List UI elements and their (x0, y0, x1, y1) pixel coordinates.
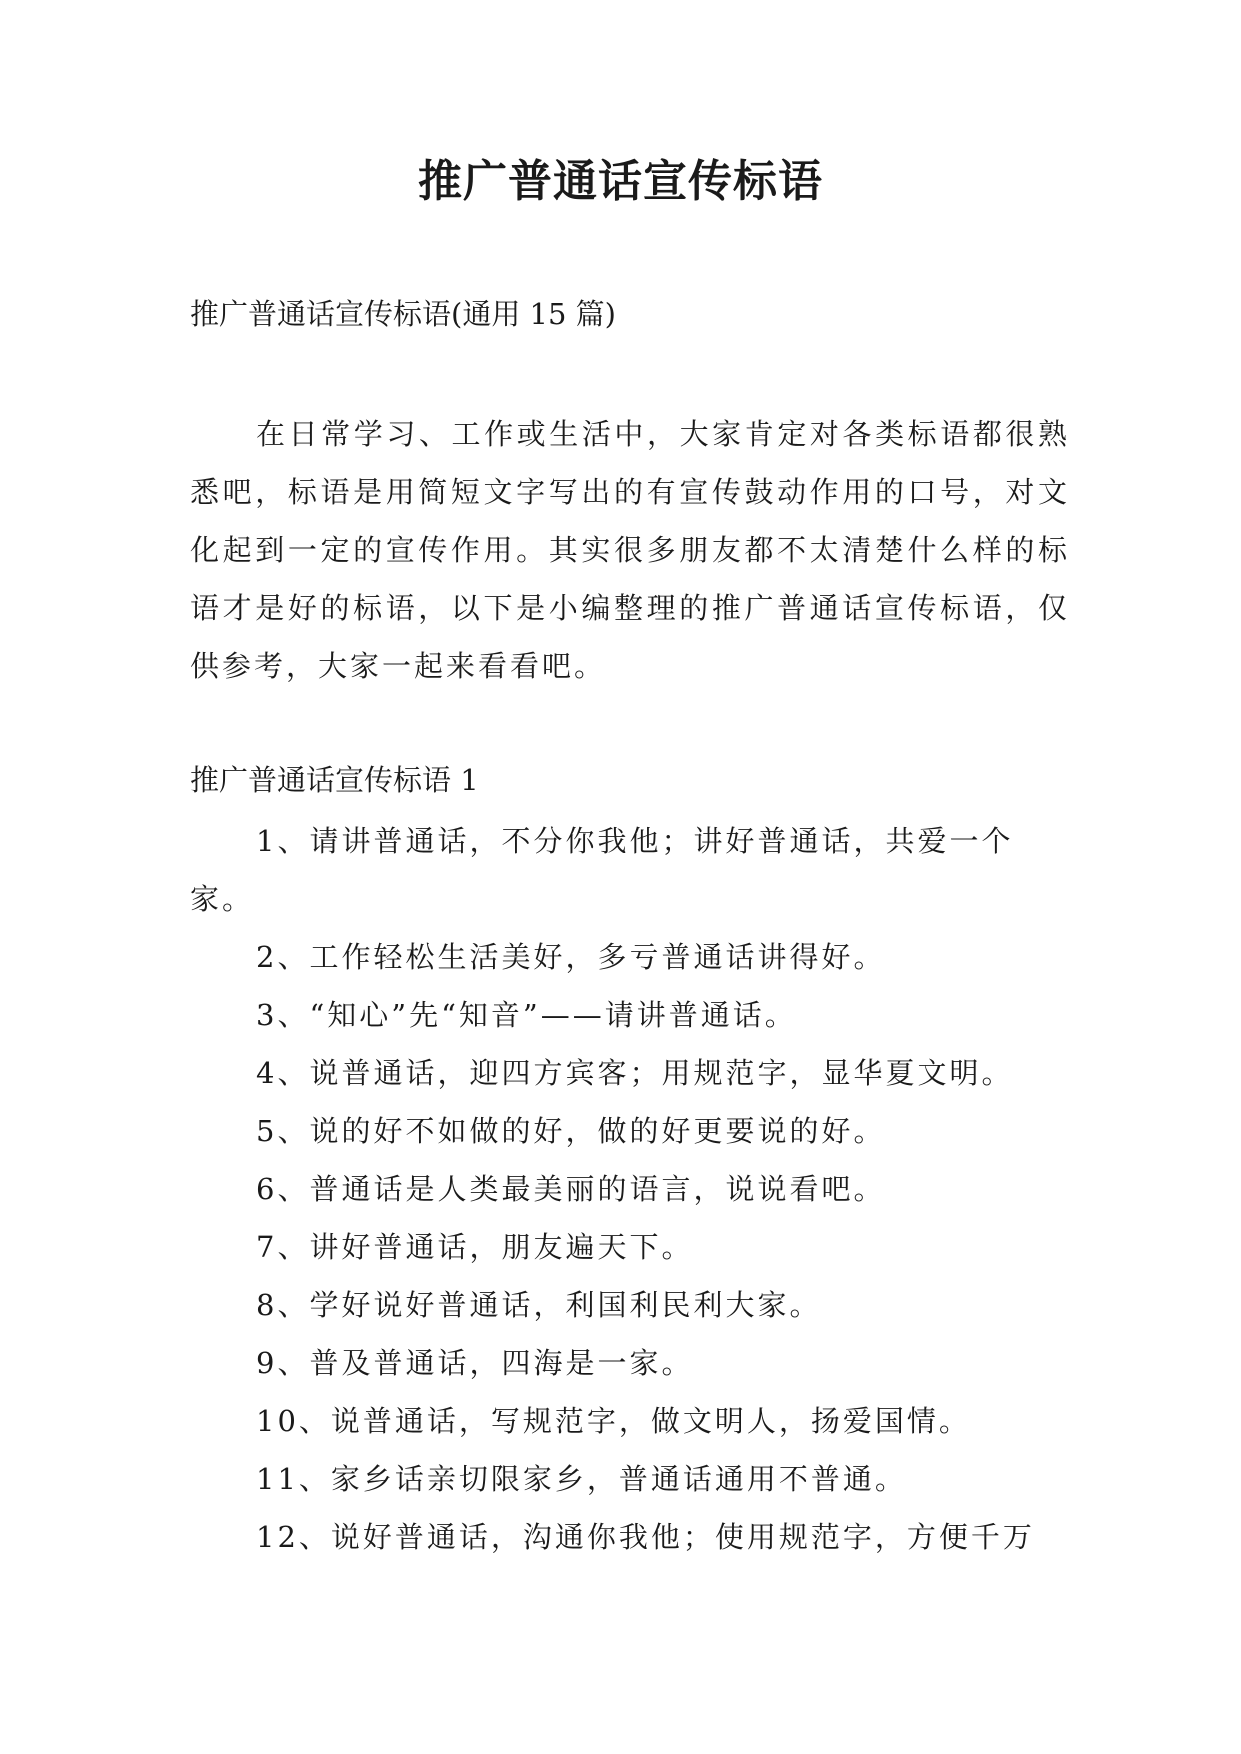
slogan-item: 8、学好说好普通话，利国利民利大家。 (256, 1288, 822, 1322)
slogan-item: 1、请讲普通话，不分你我他；讲好普通话，共爱一个家。 (190, 824, 1014, 916)
slogan-item: 6、普通话是人类最美丽的语言，说说看吧。 (256, 1172, 886, 1206)
document-subtitle: 推广普通话宣传标语(通用 15 篇) (190, 297, 616, 331)
slogan-item: 5、说的好不如做的好，做的好更要说的好。 (256, 1114, 886, 1148)
document-title: 推广普通话宣传标语 (418, 156, 823, 207)
slogan-item: 9、普及普通话，四海是一家。 (256, 1346, 694, 1380)
intro-paragraph: 在日常学习、工作或生活中，大家肯定对各类标语都很熟悉吧，标语是用简短文字写出的有宣传鼓动作用的口号，对文化起到一定的宣传作用。其实很多朋友都不太清楚什么样的标语才是好的标语，以下是小编整理的推广普通话宣传标语，仅供参考，大家一起来看看吧。 (190, 417, 1070, 683)
section-heading: 推广普通话宣传标语 1 (190, 763, 479, 797)
slogan-item: 11、家乡话亲切限家乡，普通话通用不普通。 (256, 1462, 907, 1496)
slogan-item: 3、“知心”先“知音”——请讲普通话。 (256, 998, 797, 1032)
slogan-list (190, 812, 1070, 1566)
slogan-item: 7、讲好普通话，朋友遍天下。 (256, 1230, 694, 1264)
slogan-item: 10、说普通话，写规范字，做文明人，扬爱国情。 (256, 1404, 971, 1438)
slogan-item: 12、说好普通话，沟通你我他；使用规范字，方便千万 (256, 1520, 1035, 1554)
slogan-item: 2、工作轻松生活美好，多亏普通话讲得好。 (256, 940, 886, 974)
slogan-item: 4、说普通话，迎四方宾客；用规范字，显华夏文明。 (256, 1056, 1014, 1090)
